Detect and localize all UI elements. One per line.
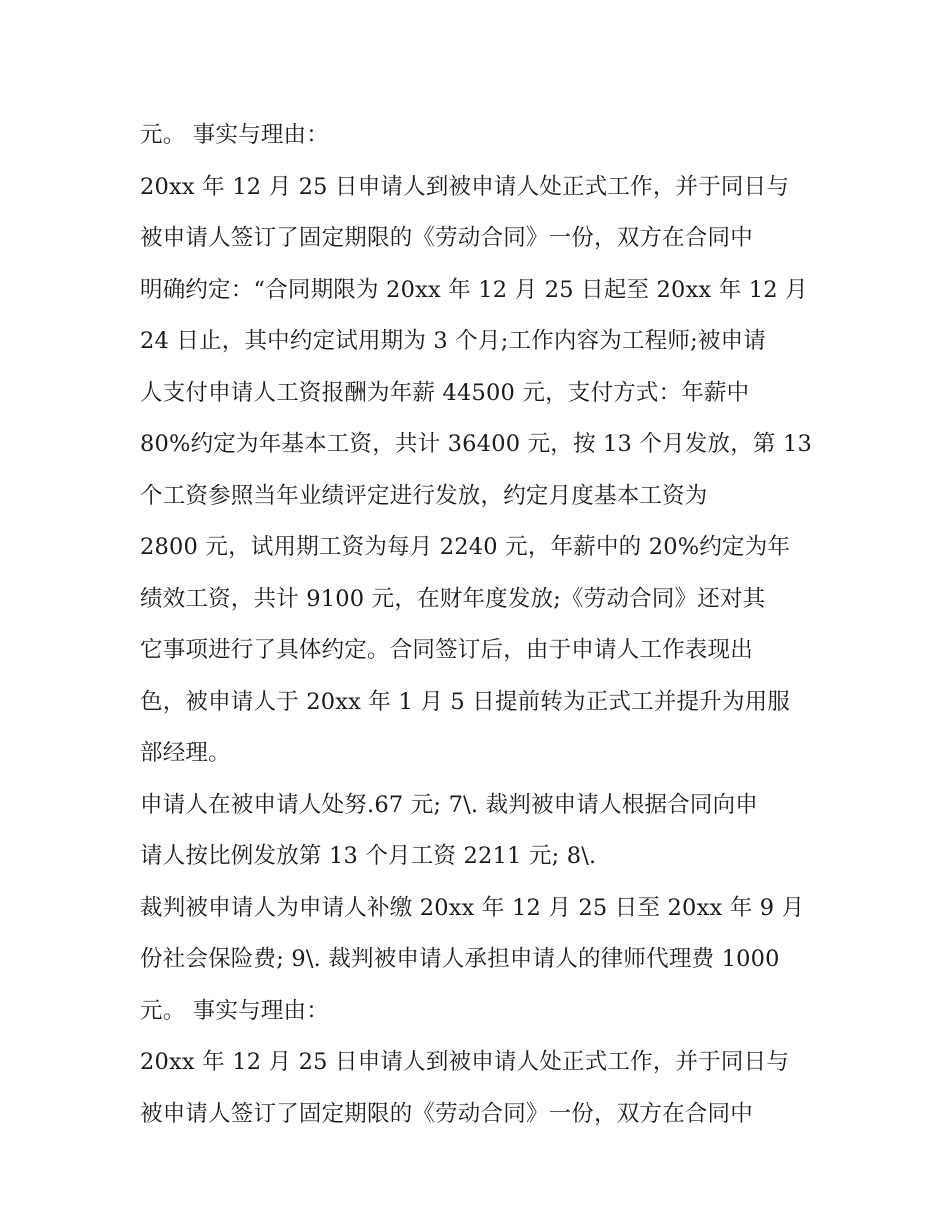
text-line: 申请人在被申请人处努.67 元; 7\. 裁判被申请人根据合同向申 [140, 791, 758, 818]
text-line: 元。 事实与理由： [140, 997, 329, 1024]
text-line: 元。 事实与理由： [140, 122, 329, 148]
text-line: 绩效工资，共计 9100 元，在财年度发放;《劳动合同》还对其 [140, 585, 766, 612]
text-line: 20xx 年 12 月 25 日申请人到被申请人处正式工作，并于同日与 [140, 1049, 790, 1075]
text-line: 20xx 年 12 月 25 日申请人到被申请人处正式工作，并于同日与 [140, 173, 790, 200]
text-line: 它事项进行了具体约定。合同签订后，由于申请人工作表现出 [140, 637, 753, 663]
text-line: 人支付申请人工资报酬为年薪 44500 元，支付方式：年薪中 [140, 379, 750, 406]
document-body [140, 110, 820, 1140]
text-line: 明确约定：“合同期限为 20xx 年 12 月 25 日起至 20xx 年 12 月 [140, 276, 808, 303]
text-line: 个工资参照当年业绩评定进行发放，约定月度基本工资为 [140, 482, 708, 509]
text-line: 请人按比例发放第 13 个月工资 2211 元; 8\. [140, 843, 597, 869]
text-line: 24 日止，其中约定试用期为 3 个月;工作内容为工程师;被申请 [140, 328, 766, 354]
text-line: 2800 元，试用期工资为每月 2240 元，年薪中的 20%约定为年 [140, 534, 791, 560]
text-line: 部经理。 [140, 740, 231, 766]
text-line: 80%约定为年基本工资，共计 36400 元，按 13 个月发放，第 13 [140, 431, 813, 457]
text-line: 份社会保险费; 9\. 裁判被申请人承担申请人的律师代理费 1000 [140, 946, 780, 972]
text-line: 被申请人签订了固定期限的《劳动合同》一份，双方在合同中 [140, 225, 753, 251]
text-line: 色，被申请人于 20xx 年 1 月 5 日提前转为正式工并提升为用服 [140, 688, 791, 715]
text-line: 裁判被申请人为申请人补缴 20xx 年 12 月 25 日至 20xx 年 9 月 [140, 894, 805, 921]
text-line: 被申请人签订了固定期限的《劳动合同》一份，双方在合同中 [140, 1100, 753, 1127]
